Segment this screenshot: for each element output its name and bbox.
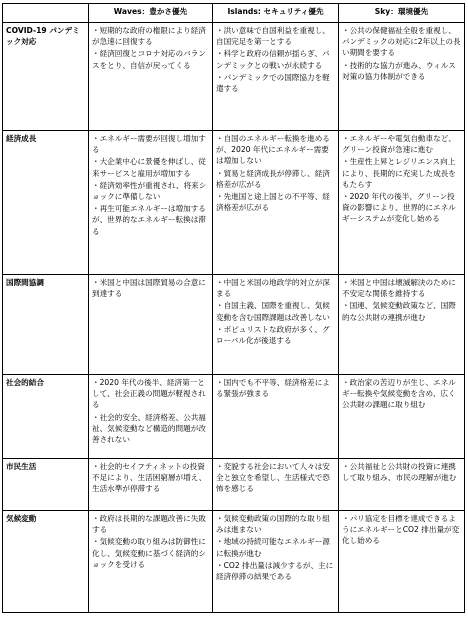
list-item: ・再生可能エネルギーは増加するが、世界的なエネルギー転換は滞る bbox=[92, 204, 206, 236]
table-cell bbox=[213, 275, 339, 375]
row-header-cell: 社会的結合 bbox=[3, 375, 89, 459]
list-item: ・CO2 排出量は減少するが、主に経済停滞の結果である bbox=[216, 560, 334, 582]
list-item: ・パリ協定を目標を達成できるようにエネルギーとCO2 排出量が変化し始める bbox=[342, 514, 460, 546]
table-row bbox=[3, 275, 465, 375]
table-cell bbox=[89, 131, 213, 275]
list-item: ・地域の持続可能なエネルギー源に転換が進む bbox=[216, 537, 330, 558]
list-item: ・経済効率性が重視され、将来ショックに準備しない bbox=[92, 180, 207, 202]
list-item: ・先進国と途上国との不平等、経済格差が広がる bbox=[216, 192, 330, 213]
list-item: ・国連、気候変動政策など、国際的な公共財の連携が進む bbox=[342, 301, 456, 322]
row-header-cell: 経済成長 bbox=[3, 131, 89, 275]
table-row bbox=[3, 23, 465, 131]
list-item: ・変貌する社会において人々は安全と独立を希望し、生活様式で恐怖を感じる bbox=[216, 462, 330, 494]
list-item: ・社会的セイフティネットの投資不足により、生活困窮層が増え、生活水準が停滞する bbox=[92, 462, 207, 494]
table-cell bbox=[339, 275, 465, 375]
scenario-table bbox=[2, 3, 465, 613]
list-item: ・エネルギーや電気自動車など、グリーン投資が急速に進む bbox=[342, 134, 456, 155]
list-item: ・政府は長期的な課題改善に失敗する bbox=[92, 514, 206, 535]
list-item: ・米国と中国は国際貿易の合意に到達する bbox=[92, 278, 206, 299]
list-item: ・ポピュリストな政府が多く、グローバル化が後退する bbox=[216, 324, 330, 346]
header-cell-islands: Islands: セキュリティ優先 bbox=[213, 4, 339, 23]
list-item: ・自国主義、国際を重視し、気候変動を含む国際課題は改善しない bbox=[216, 301, 330, 322]
table-cell bbox=[339, 375, 465, 459]
row-header-cell: 国際間協調 bbox=[3, 275, 89, 375]
list-item: ・生産性上昇とレジリエンス向上により、長期的に充実した成長をもたらす bbox=[342, 157, 456, 189]
list-item: ・短期的な政府の権限により経済が急速に回復する bbox=[92, 26, 206, 47]
list-item: ・洪い意味で自国利益を重視し、自国完足を第一とする bbox=[216, 26, 330, 47]
list-item: ・技術的な協力が進み、ウィルス対策の協力体制ができる bbox=[342, 60, 456, 81]
table-cell bbox=[89, 375, 213, 459]
table-cell bbox=[213, 23, 339, 131]
table-cell bbox=[339, 511, 465, 613]
table-row bbox=[3, 131, 465, 275]
table-cell bbox=[213, 131, 339, 275]
list-item: ・エネルギー需要が回復し増加する bbox=[92, 134, 206, 155]
table-cell bbox=[89, 459, 213, 511]
list-item: ・公共福祉と公共財の投資に連携して取り組み、市民の理解が進む bbox=[342, 462, 457, 483]
list-item: ・社会的安全、経済格差、公共福祉、気候変動など構造的問題が改善されない bbox=[92, 412, 206, 445]
list-item: ・貿易と経済成長が停滞し、経済格差が広がる bbox=[216, 168, 330, 189]
header-cell-empty bbox=[3, 4, 89, 23]
header-cell-sky: Sky：環境優先 bbox=[339, 4, 465, 23]
list-item: ・科学と政府の信頼が揺らぎ、パンデミックとの戦いが永続する bbox=[216, 49, 330, 70]
table-cell bbox=[213, 375, 339, 459]
list-item: ・気候変動の取り組みは防御性に化し、気候変動に基づく経済的ショックを受ける bbox=[92, 537, 206, 569]
table-cell bbox=[339, 131, 465, 275]
list-item: ・経済回復とコロナ対応のバランスをとり、自信が戻ってくる bbox=[92, 49, 206, 70]
table-row bbox=[3, 511, 465, 613]
row-header-cell: 市民生活 bbox=[3, 459, 89, 511]
table-cell bbox=[89, 511, 213, 613]
table-header-row bbox=[3, 4, 465, 23]
table-cell bbox=[339, 459, 465, 511]
list-item: ・公共の保健福祉全般を重視し、パンデミックの対応に2年以上の長い期間を要する bbox=[342, 26, 461, 58]
list-item: ・気候変動政策の国際的な取り組みは進まない bbox=[216, 514, 330, 535]
list-item: ・2020 年代の後半、グリーン投資の影響により、世界的にエネルギーシステムが変化し始める bbox=[342, 192, 456, 224]
list-item: ・自国のエネルギー転換を進めるが、2020 年代にエネルギー需要は増加しない bbox=[216, 134, 330, 166]
table-cell bbox=[89, 23, 213, 131]
list-item: ・中国と米国の地政学的対立が深まる bbox=[216, 278, 330, 299]
list-item: ・米国と中国は壊滅解決のために不安定な関係を維持する bbox=[342, 278, 456, 299]
table-cell bbox=[339, 23, 465, 131]
table-cell bbox=[213, 459, 339, 511]
list-item: ・国内でも不平等、経済格差による緊張が強まる bbox=[216, 378, 330, 399]
row-header-cell: 気候変動 bbox=[3, 511, 89, 613]
list-item: ・政治家の苦辺りが生じ、エネルギー転換や気候変動を含め、広く公共財の課題に取り組む bbox=[342, 378, 456, 410]
table-row bbox=[3, 375, 465, 459]
row-header-cell: COVID-19 パンデミック対応 bbox=[3, 23, 89, 131]
header-cell-waves: Waves：豊かさ優先 bbox=[89, 4, 213, 23]
table-cell bbox=[213, 511, 339, 613]
table-row bbox=[3, 459, 465, 511]
list-item: ・パンデミックでの国際協力を軽遣する bbox=[216, 72, 330, 94]
table-body bbox=[3, 23, 465, 613]
list-item: ・大企業中心に景優を伸ばし、従来サービスと雇用が増加する bbox=[92, 157, 206, 178]
list-item: ・2020 年代の後半、経済第一として、社会正義の問題が軽視される bbox=[92, 378, 206, 410]
table-cell bbox=[89, 275, 213, 375]
